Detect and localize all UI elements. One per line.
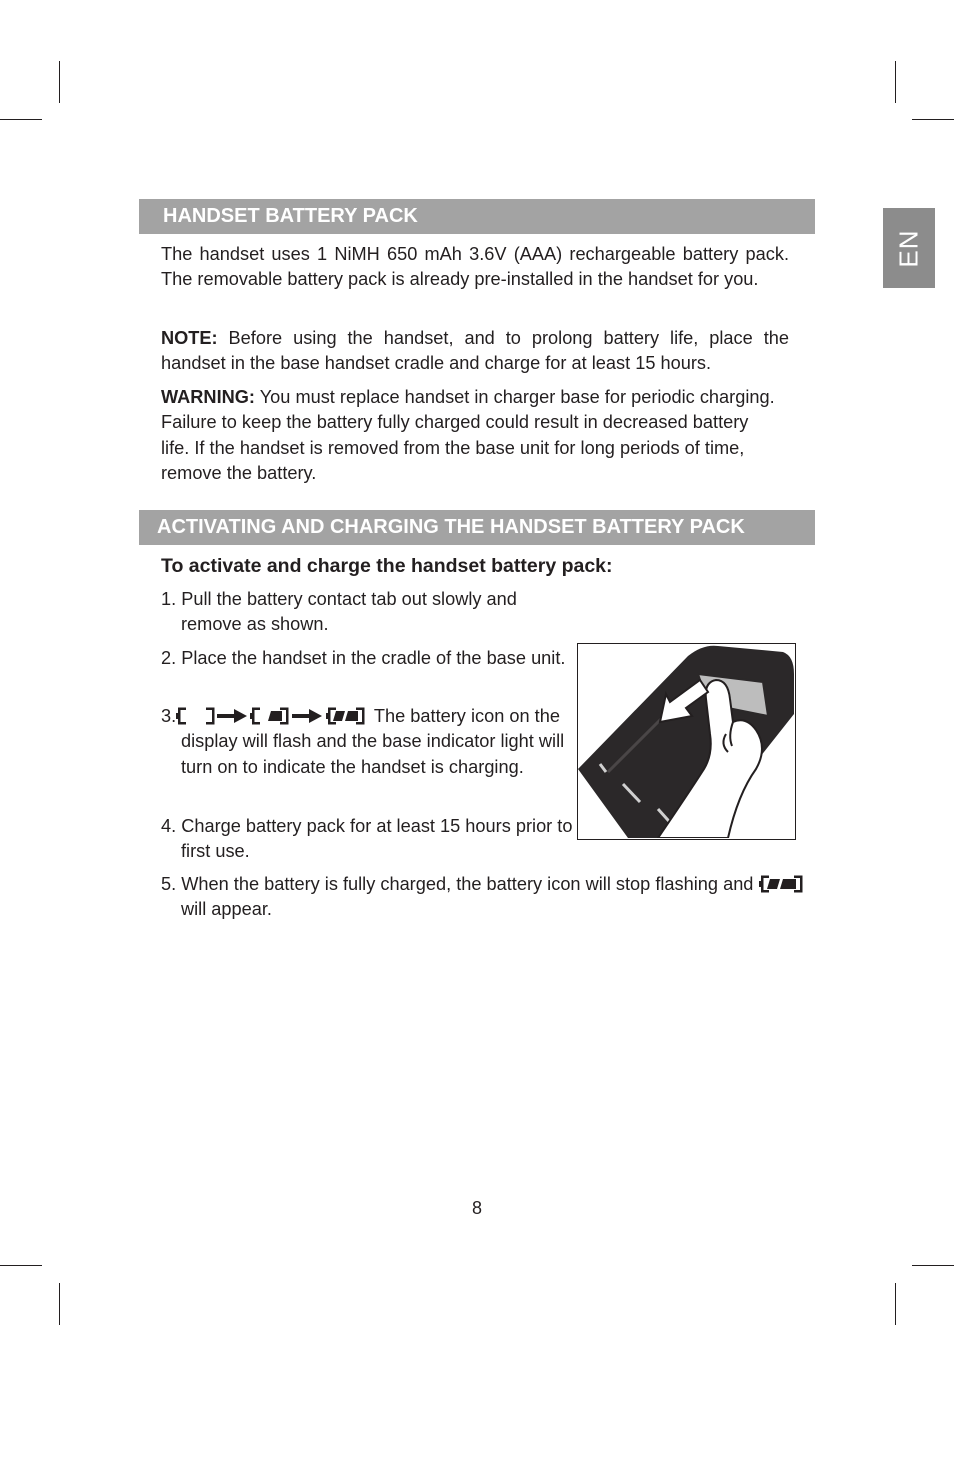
section-header-activating: ACTIVATING AND CHARGING THE HANDSET BATTERY PACK [139,510,815,545]
warning-paragraph [161,385,781,487]
crop-mark [59,1283,60,1325]
step-3 [161,704,576,780]
step-1: 1. Pull the battery contact tab out slowly and remove as shown. [161,589,517,635]
crop-mark [912,1265,954,1266]
section-header-battery-pack: HANDSET BATTERY PACK [139,199,815,234]
crop-mark [912,119,954,120]
crop-mark [895,61,896,103]
battery-full-icon [759,874,803,894]
battery-half-icon [250,708,289,725]
note-label: NOTE: [161,328,218,348]
arrow-right-icon [292,709,322,723]
instructions-subheading: To activate and charge the handset battery pack: [161,555,613,577]
step-3-text: The battery icon on the display will flash and the base indicator light will turn on to indicate the handset is charging. [181,706,565,777]
battery-full-icon [326,708,365,725]
crop-mark [895,1283,896,1325]
handset-hand-drawing [578,644,794,838]
warning-text: You must replace handset in charger base for periodic charging. Failure to keep the battery fully charged could result in decreased battery life. If the handset is removed from the base unit for long periods of time, remove the battery. [161,387,775,484]
battery-sequence-icons [176,706,369,726]
arrow-right-icon [217,709,247,723]
language-label: EN [893,228,924,268]
battery-empty-icon [176,708,215,725]
note-paragraph [161,326,789,377]
warning-label: WARNING: [161,387,255,407]
crop-mark [0,1265,42,1266]
crop-mark [59,61,60,103]
crop-mark [0,119,42,120]
step-3-number: 3. [161,706,177,726]
intro-paragraph: The handset uses 1 NiMH 650 mAh 3.6V (AAA) rechargeable battery pack. The removable battery pack is already pre-installed in the handset for you. [161,244,789,290]
language-tab [883,208,935,288]
note-text: Before using the handset, and to prolong battery life, place the handset in the base handset cradle and charge for at least 15 hours. [161,328,789,374]
step-5 [161,872,811,923]
step-2: 2. Place the handset in the cradle of the base unit. [161,648,566,668]
battery-tab-illustration [577,643,796,840]
step-4: 4. Charge battery pack for at least 15 hours prior to first use. [161,816,573,862]
page-number: 8 [471,1198,482,1218]
step-5-text-b: will appear. [181,899,272,920]
step-5-text-a: 5. When the battery is fully charged, the battery icon will stop flashing and [161,874,754,894]
